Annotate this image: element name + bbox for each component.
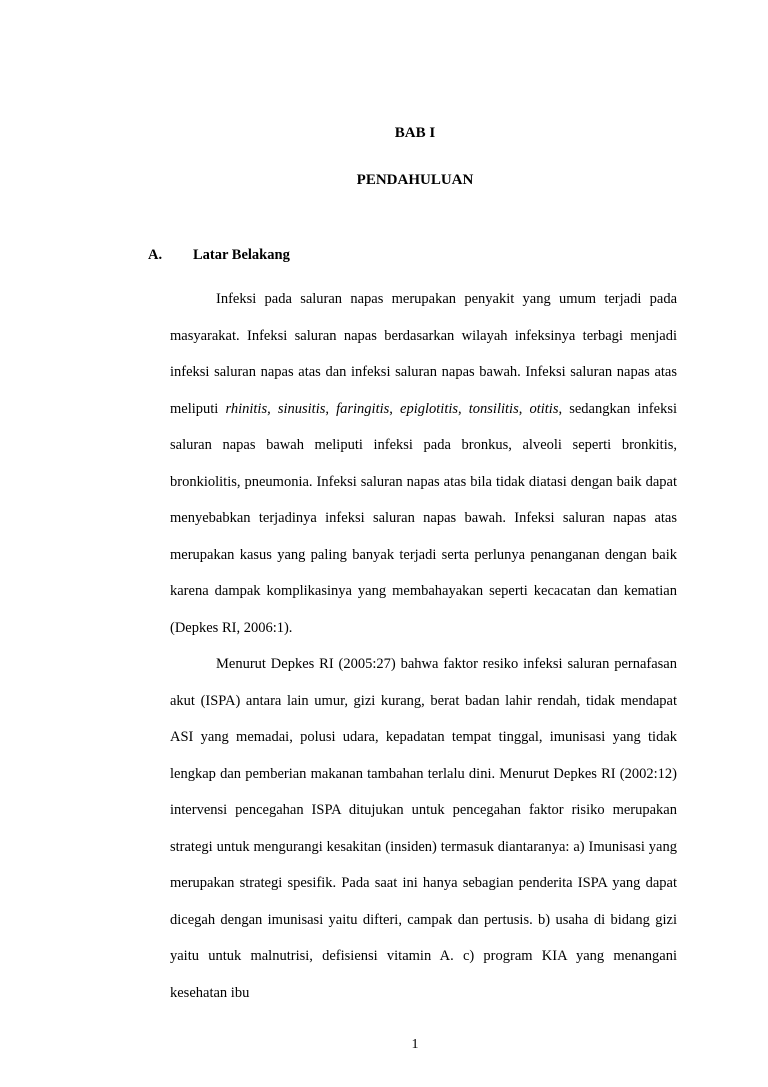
term-sinusitis: sinusitis [277, 400, 326, 417]
separator: , [325, 400, 337, 417]
section-number: A. [148, 247, 163, 263]
chapter-label: BAB I [394, 125, 436, 141]
term-faringitis: faringitis [336, 400, 390, 417]
section-title: Latar Belakang [193, 247, 290, 263]
term-tonsilitis: tonsilitis [468, 400, 519, 417]
term-rhinitis: rhinitis [225, 400, 268, 417]
term-otitis: otitis [529, 400, 559, 417]
separator: , [458, 400, 469, 417]
paragraph-1 [170, 281, 677, 646]
term-epiglotitis: epiglotitis [400, 400, 459, 417]
body-text [170, 281, 677, 1011]
chapter-title: PENDAHULUAN [356, 172, 474, 188]
paragraph-1-text-cont: , sedangkan infeksi saluran napas bawah meliputi infeksi pada bronkus, alveoli seperti bronkitis, bronkiolitis, pneumonia. Infeksi saluran napas atas bila tidak diatasi dengan baik dapat menyebabkan terjadinya infeksi saluran napas bawah. Infeksi saluran napas atas merupakan kasus yang paling banyak terjadi serta perlunya penanganan dengan baik karena dampak komplikasinya yang membahayakan seperti kecacatan dan kematian (Depkes RI, 2006:1). [170, 400, 677, 636]
page-number: 1 [411, 1037, 419, 1052]
paragraph-1-text: Infeksi pada saluran napas merupakan penyakit yang umum terjadi pada masyarakat. Infeksi saluran napas berdasarkan wilayah infeksinya terbagi menjadi infeksi saluran napas atas dan infeksi saluran napas bawah. Infeksi saluran napas atas meliputi [170, 291, 677, 417]
paragraph-2: Menurut Depkes RI (2005:27) bahwa faktor resiko infeksi saluran pernafasan akut (ISPA) antara lain umur, gizi kurang, berat badan lahir rendah, tidak mendapat ASI yang memadai, polusi udara, kepadatan tempat tinggal, imunisasi yang tidak lengkap dan pemberian makanan tambahan terlalu dini. Menurut Depkes RI (2002:12) intervensi pencegahan ISPA ditujukan untuk pencegahan faktor risiko merupakan strategi untuk mengurangi kesakitan (insiden) termasuk diantaranya: a) Imunisasi yang merupakan strategi spesifik. Pada saat ini hanya sebagian penderita ISPA yang dapat dicegah dengan imunisasi yaitu difteri, campak dan pertusis. b) usaha di bidang gizi yaitu untuk malnutrisi, defisiensi vitamin A. c) program KIA yang menangani kesehatan ibu [170, 656, 677, 1001]
separator: , [389, 400, 401, 417]
separator: , [267, 400, 278, 417]
separator: , [518, 400, 530, 417]
